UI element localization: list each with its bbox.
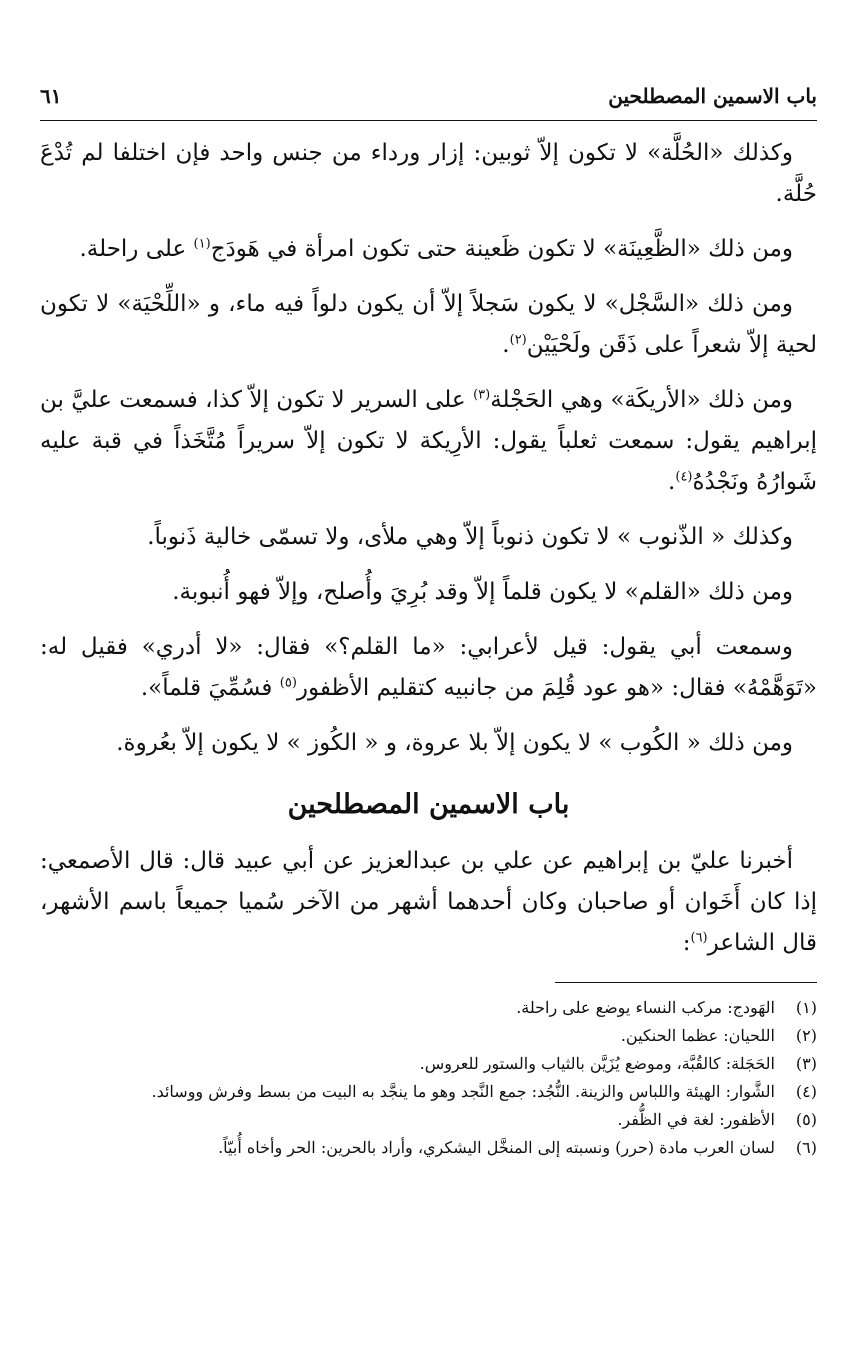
footnote-text: اللحيان: عظما الحنكين. <box>620 1026 775 1045</box>
paragraph <box>40 229 817 270</box>
footnote-text: الحَجَلة: كالقُبَّة، وموضع يُزَيَّن بالثياب والستور للعروس. <box>419 1054 775 1073</box>
footnote-item <box>40 995 817 1021</box>
main-text <box>40 133 817 964</box>
paragraph <box>40 380 817 503</box>
paragraph <box>40 627 817 709</box>
footnote-divider <box>555 982 817 983</box>
paragraph-text: ومن ذلك «الأريكَة» وهي الحَجْلة <box>490 387 794 413</box>
paragraph: وكذلك « الذّنوب » لا تكون ذنوباً إلاّ وهي ملأى، ولا تسمّى خالية ذَنوباً. <box>147 524 793 550</box>
footnote-text: الهَودج: مركب النساء يوضع على راحلة. <box>516 998 775 1017</box>
book-page <box>40 80 817 1340</box>
footnote-item <box>40 1135 817 1161</box>
paragraph-text: ومن ذلك «الظَّعِينَة» لا تكون ظَعينة حتى تكون امرأة في هَودَج <box>210 236 793 262</box>
footnote-ref[interactable]: (١) <box>193 236 211 252</box>
paragraph-text: . <box>502 332 510 358</box>
footnote-text: الأظفور: لغة في الظُّفر. <box>617 1110 775 1129</box>
paragraph-text: وسمعت أبي يقول: قيل لأعرابي: «ما القلم؟» فقال: «لا أدري» فقيل له: «تَوَهَّمْهُ» فقال: «هو عود قُلِمَ من جانبيه كتقليم الأظفور <box>40 634 817 701</box>
footnote-number: (٣) <box>795 1054 817 1073</box>
running-header <box>40 80 817 121</box>
footnote-number: (٦) <box>795 1138 817 1157</box>
section-title: باب الاسمين المصطلحين <box>287 789 570 820</box>
paragraph: ومن ذلك « الكُوب » لا يكون إلاّ بلا عروة، و « الكُوز » لا يكون إلاّ بعُروة. <box>116 730 793 756</box>
paragraph-text: على راحلة. <box>79 236 194 262</box>
footnote-ref[interactable]: (٦) <box>690 930 708 946</box>
footnote-item <box>40 1079 817 1105</box>
footnote-number: (١) <box>795 998 817 1017</box>
footnote-ref[interactable]: (٤) <box>675 469 693 485</box>
paragraph-text: : <box>682 930 691 956</box>
paragraph-text: . <box>668 469 676 495</box>
paragraph-text: على السرير لا تكون إلاّ كذا، فسمعت عليَّ بن إبراهيم يقول: سمعت ثعلباً يقول: الأرِيكة لا تكون إلاّ سريراً مُتَّخَذاً في قبة عليه شَوارُهُ ونَجْدُهُ <box>40 387 817 495</box>
footnote-number: (٤) <box>795 1082 817 1101</box>
footnote-text: لسان العرب مادة (حرر) ونسبته إلى المنخَّل اليشكري، وأراد بالحرين: الحر وأخاه أُبيّاً. <box>218 1138 775 1157</box>
paragraph: ومن ذلك «القلم» لا يكون قلماً إلاّ وقد بُرِيَ وأُصلح، وإلاّ فهو أُنبوبة. <box>172 579 793 605</box>
paragraph <box>40 841 817 964</box>
running-title: باب الاسمين المصطلحين <box>608 84 817 108</box>
footnotes <box>40 995 817 1161</box>
paragraph-text: أخبرنا عليّ بن إبراهيم عن علي بن عبدالعزيز عن أبي عبيد قال: قال الأصمعي: إذا كان أَخَوان أو صاحبان وكان أحدهما أشهر من الآخر سُميا جميعاً باسم الأشهر، قال الشاعر <box>40 848 817 956</box>
footnote-ref[interactable]: (٢) <box>509 332 527 348</box>
footnote-ref[interactable]: (٣) <box>473 387 491 403</box>
footnote-item <box>40 1051 817 1077</box>
footnote-text: الشَّوار: الهيئة واللباس والزينة. النُّجُد: جمع النَّجد وهو ما ينجَّد به البيت من بسط وفرش ووسائد. <box>151 1082 775 1101</box>
paragraph-text: ومن ذلك «السَّجْل» لا يكون سَجلاً إلاّ أن يكون دلواً فيه ماء، و «اللِّحْيَة» لا تكون لحية إلاّ شعراً على ذَقَن ولَحْيَيْن <box>40 291 817 358</box>
paragraph: وكذلك «الحُلَّة» لا تكون إلاّ ثوبين: إزار ورداء من جنس واحد فإن اختلفا لم تُدْعَ حُلَّة. <box>40 140 817 207</box>
footnote-ref[interactable]: (٥) <box>279 675 297 691</box>
footnote-number: (٥) <box>795 1110 817 1129</box>
paragraph <box>40 284 817 366</box>
footnote-item <box>40 1023 817 1049</box>
footnote-number: (٢) <box>795 1026 817 1045</box>
footnote-item <box>40 1107 817 1133</box>
paragraph-text: فسُمِّيَ قلماً». <box>140 675 280 701</box>
page-number: ٦١ <box>40 84 62 108</box>
